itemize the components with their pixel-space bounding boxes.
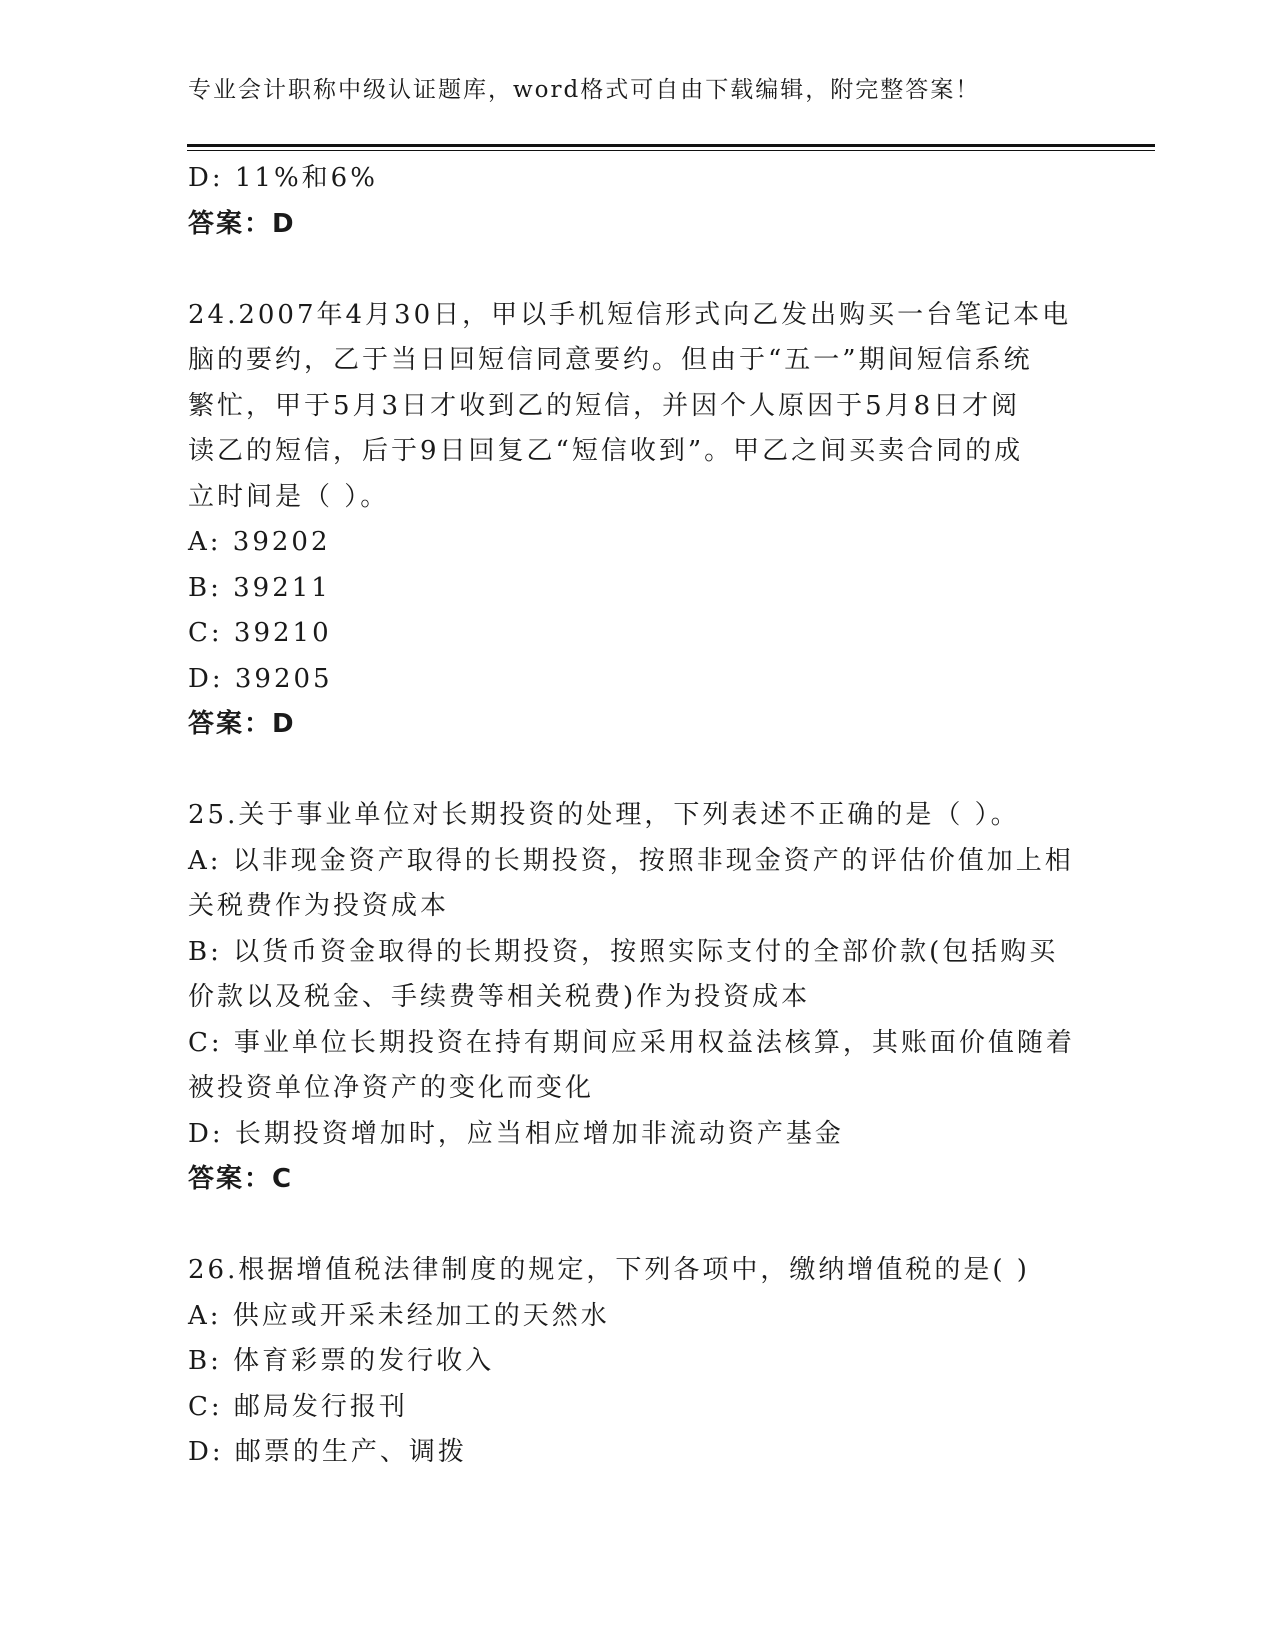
answer: 答案：C xyxy=(188,1164,294,1194)
spacer xyxy=(188,1203,1088,1249)
page-header: 专业会计职称中级认证题库，word格式可自由下载编辑，附完整答案！ xyxy=(188,77,981,103)
option-c: C: 39210 xyxy=(188,618,332,648)
option-c-cont: 被投资单位净资产的变化而变化 xyxy=(188,1073,595,1103)
spacer xyxy=(188,247,1088,293)
question-24 xyxy=(188,293,1088,748)
option-d: D: 11%和6% xyxy=(188,163,378,193)
header-divider xyxy=(187,144,1155,147)
option-b-cont: 价款以及税金、手续费等相关税费)作为投资成本 xyxy=(188,982,811,1012)
option-a: A: 39202 xyxy=(188,527,331,557)
question-stem: 26.根据增值税法律制度的规定，下列各项中，缴纳增值税的是( ) xyxy=(188,1255,1030,1285)
question-stem-line: 脑的要约，乙于当日回短信同意要约。但由于“五一”期间短信系统 xyxy=(188,345,1033,375)
question-content xyxy=(188,156,1088,1476)
answer: 答案：D xyxy=(188,208,296,239)
question-stem-line: 繁忙，甲于5月3日才收到乙的短信，并因个人原因于5月8日才阅 xyxy=(188,390,1021,421)
question-stem-line: 读乙的短信，后于9日回复乙“短信收到”。甲乙之间买卖合同的成 xyxy=(188,436,1024,466)
option-b: B: 39211 xyxy=(188,572,331,603)
question-stem-line: 立时间是（ ）。 xyxy=(188,481,390,512)
answer: 答案：D xyxy=(188,709,296,739)
question-stem-line: 24.2007年4月30日，甲以手机短信形式向乙发出购买一台笔记本电 xyxy=(188,299,1072,330)
option-d: D: 邮票的生产、调拨 xyxy=(188,1437,467,1467)
option-d: D: 39205 xyxy=(188,663,333,694)
question-stem: 25.关于事业单位对长期投资的处理，下列表述不正确的是（ ）。 xyxy=(188,800,1020,830)
question-25 xyxy=(188,793,1088,1203)
option-c: C: 邮局发行报刊 xyxy=(188,1391,408,1422)
question-26 xyxy=(188,1248,1088,1476)
option-a: A: 供应或开采未经加工的天然水 xyxy=(188,1300,610,1331)
option-c: C: 事业单位长期投资在持有期间应采用权益法核算，其账面价值随着 xyxy=(188,1027,1075,1058)
option-b: B: 体育彩票的发行收入 xyxy=(188,1346,495,1376)
spacer xyxy=(188,748,1088,794)
option-a: A: 以非现金资产取得的长期投资，按照非现金资产的评估价值加上相 xyxy=(188,845,1074,876)
header-divider-thin xyxy=(187,150,1155,151)
option-a-cont: 关税费作为投资成本 xyxy=(188,891,450,921)
option-d: D: 长期投资增加时，应当相应增加非流动资产基金 xyxy=(188,1118,844,1149)
option-b: B: 以货币资金取得的长期投资，按照实际支付的全部价款(包括购买 xyxy=(188,936,1059,967)
